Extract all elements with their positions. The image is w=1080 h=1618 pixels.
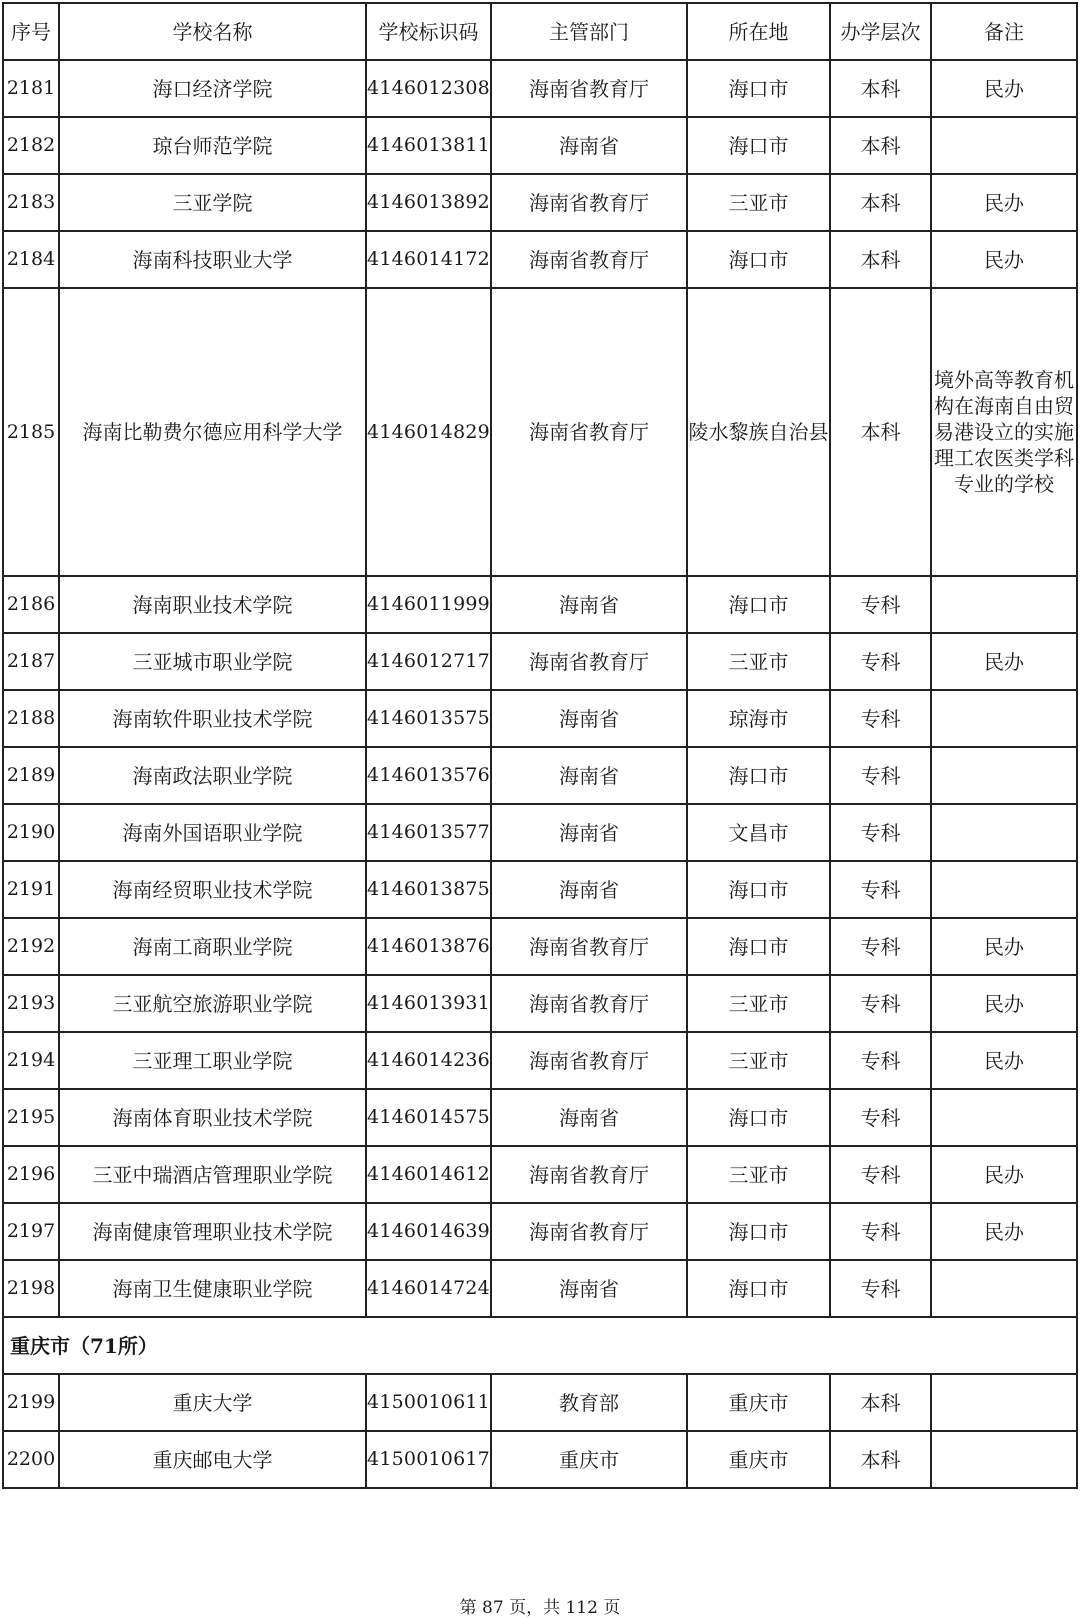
cell-seq: 2184: [3, 231, 59, 288]
cell-location: 海口市: [687, 231, 830, 288]
cell-department: 海南省: [491, 1089, 687, 1146]
cell-school-name: 海南卫生健康职业学院: [59, 1260, 366, 1317]
cell-department: 海南省: [491, 1260, 687, 1317]
cell-location: 海口市: [687, 60, 830, 117]
cell-school-code: 4146013875: [366, 861, 491, 918]
cell-note: 民办: [931, 1032, 1077, 1089]
cell-department: 海南省教育厅: [491, 231, 687, 288]
cell-seq: 2191: [3, 861, 59, 918]
table-row: [3, 174, 1077, 231]
cell-school-code: 4146014575: [366, 1089, 491, 1146]
cell-department: 重庆市: [491, 1431, 687, 1488]
cell-school-code: 4146013577: [366, 804, 491, 861]
cell-department: 海南省教育厅: [491, 975, 687, 1032]
cell-level: 专科: [830, 1260, 931, 1317]
cell-seq: 2195: [3, 1089, 59, 1146]
cell-location: 重庆市: [687, 1431, 830, 1488]
cell-department: 海南省教育厅: [491, 60, 687, 117]
cell-school-name: 海南政法职业学院: [59, 747, 366, 804]
cell-note: [931, 576, 1077, 633]
cell-department: 海南省: [491, 747, 687, 804]
table-row: [3, 117, 1077, 174]
cell-location: 三亚市: [687, 1032, 830, 1089]
cell-level: 专科: [830, 633, 931, 690]
cell-department: 海南省教育厅: [491, 1203, 687, 1260]
table-body: [3, 60, 1077, 1317]
cell-note: [931, 1260, 1077, 1317]
header-school-code: 学校标识码: [366, 3, 491, 60]
cell-department: 教育部: [491, 1374, 687, 1431]
cell-school-code: 4146014724: [366, 1260, 491, 1317]
region-section: [3, 1317, 1077, 1374]
cell-school-code: 4146013931: [366, 975, 491, 1032]
cell-location: 海口市: [687, 1203, 830, 1260]
table-row: [3, 975, 1077, 1032]
cell-department: 海南省教育厅: [491, 288, 687, 576]
cell-school-code: 4146013811: [366, 117, 491, 174]
table-row: [3, 231, 1077, 288]
cell-seq: 2189: [3, 747, 59, 804]
table-row: [3, 690, 1077, 747]
cell-note: [931, 804, 1077, 861]
cell-department: 海南省教育厅: [491, 1146, 687, 1203]
cell-seq: 2200: [3, 1431, 59, 1488]
cell-location: 海口市: [687, 861, 830, 918]
cell-school-code: 4146012717: [366, 633, 491, 690]
cell-department: 海南省教育厅: [491, 1032, 687, 1089]
cell-department: 海南省: [491, 804, 687, 861]
cell-level: 专科: [830, 1032, 931, 1089]
cell-note: 民办: [931, 633, 1077, 690]
table-row: [3, 1203, 1077, 1260]
cell-level: 专科: [830, 1146, 931, 1203]
cell-seq: 2186: [3, 576, 59, 633]
cell-seq: 2182: [3, 117, 59, 174]
cell-level: 本科: [830, 288, 931, 576]
cell-department: 海南省: [491, 690, 687, 747]
cell-level: 专科: [830, 804, 931, 861]
table-row: [3, 861, 1077, 918]
cell-location: 三亚市: [687, 633, 830, 690]
cell-seq: 2190: [3, 804, 59, 861]
cell-seq: 2199: [3, 1374, 59, 1431]
cell-school-name: 三亚城市职业学院: [59, 633, 366, 690]
cell-level: 专科: [830, 975, 931, 1032]
cell-level: 专科: [830, 690, 931, 747]
cell-note: 境外高等教育机构在海南自由贸易港设立的实施理工农医类学科专业的学校: [931, 288, 1077, 576]
cell-level: 专科: [830, 1203, 931, 1260]
table-row: [3, 1032, 1077, 1089]
cell-school-name: 三亚中瑞酒店管理职业学院: [59, 1146, 366, 1203]
cell-seq: 2194: [3, 1032, 59, 1089]
cell-note: [931, 1431, 1077, 1488]
cell-school-code: 4146013876: [366, 918, 491, 975]
cell-location: 海口市: [687, 747, 830, 804]
cell-location: 三亚市: [687, 174, 830, 231]
cell-note: 民办: [931, 1203, 1077, 1260]
cell-location: 海口市: [687, 918, 830, 975]
page-footer: 第 87 页，共 112 页: [459, 1598, 621, 1618]
cell-school-name: 三亚航空旅游职业学院: [59, 975, 366, 1032]
table-row: [3, 1089, 1077, 1146]
cell-location: 文昌市: [687, 804, 830, 861]
table-row: [3, 633, 1077, 690]
cell-level: 专科: [830, 576, 931, 633]
table-row: [3, 576, 1077, 633]
cell-location: 琼海市: [687, 690, 830, 747]
cell-level: 本科: [830, 231, 931, 288]
cell-note: [931, 690, 1077, 747]
table-row: [3, 1431, 1077, 1488]
cell-school-code: 4146014829: [366, 288, 491, 576]
cell-location: 海口市: [687, 117, 830, 174]
cell-note: 民办: [931, 174, 1077, 231]
cell-seq: 2188: [3, 690, 59, 747]
table-body-2: [3, 1374, 1077, 1488]
cell-note: [931, 747, 1077, 804]
cell-school-code: 4146013892: [366, 174, 491, 231]
table-row: [3, 288, 1077, 576]
cell-school-name: 海南工商职业学院: [59, 918, 366, 975]
cell-level: 专科: [830, 747, 931, 804]
cell-location: 三亚市: [687, 975, 830, 1032]
cell-seq: 2181: [3, 60, 59, 117]
cell-department: 海南省教育厅: [491, 633, 687, 690]
cell-school-name: 海南体育职业技术学院: [59, 1089, 366, 1146]
header-location: 所在地: [687, 3, 830, 60]
cell-note: [931, 1374, 1077, 1431]
region-label: 重庆市（71所）: [3, 1317, 1077, 1374]
cell-department: 海南省教育厅: [491, 174, 687, 231]
header-seq: 序号: [3, 3, 59, 60]
cell-level: 专科: [830, 861, 931, 918]
cell-school-name: 海南软件职业技术学院: [59, 690, 366, 747]
cell-seq: 2192: [3, 918, 59, 975]
cell-note: 民办: [931, 231, 1077, 288]
cell-school-name: 海南职业技术学院: [59, 576, 366, 633]
cell-school-name: 三亚理工职业学院: [59, 1032, 366, 1089]
cell-level: 本科: [830, 1374, 931, 1431]
cell-level: 本科: [830, 174, 931, 231]
cell-seq: 2197: [3, 1203, 59, 1260]
cell-level: 本科: [830, 60, 931, 117]
cell-school-code: 4146011999: [366, 576, 491, 633]
cell-department: 海南省教育厅: [491, 918, 687, 975]
cell-note: 民办: [931, 1146, 1077, 1203]
cell-school-name: 海南经贸职业技术学院: [59, 861, 366, 918]
cell-department: 海南省: [491, 117, 687, 174]
cell-note: [931, 117, 1077, 174]
cell-school-name: 海南比勒费尔德应用科学大学: [59, 288, 366, 576]
table-row: [3, 1374, 1077, 1431]
header-school-name: 学校名称: [59, 3, 366, 60]
header-row: [3, 3, 1077, 60]
cell-school-name: 海南外国语职业学院: [59, 804, 366, 861]
cell-note: 民办: [931, 918, 1077, 975]
table-row: [3, 1146, 1077, 1203]
table-row: [3, 918, 1077, 975]
cell-location: 三亚市: [687, 1146, 830, 1203]
cell-seq: 2185: [3, 288, 59, 576]
cell-note: 民办: [931, 60, 1077, 117]
cell-school-code: 4146012308: [366, 60, 491, 117]
cell-school-name: 海南科技职业大学: [59, 231, 366, 288]
cell-level: 本科: [830, 1431, 931, 1488]
cell-school-code: 4146013575: [366, 690, 491, 747]
cell-seq: 2183: [3, 174, 59, 231]
cell-location: 陵水黎族自治县: [687, 288, 830, 576]
cell-note: [931, 1089, 1077, 1146]
cell-note: 民办: [931, 975, 1077, 1032]
cell-location: 重庆市: [687, 1374, 830, 1431]
header-note: 备注: [931, 3, 1077, 60]
cell-department: 海南省: [491, 576, 687, 633]
cell-school-name: 三亚学院: [59, 174, 366, 231]
cell-seq: 2196: [3, 1146, 59, 1203]
table-row: [3, 804, 1077, 861]
header-level: 办学层次: [830, 3, 931, 60]
cell-location: 海口市: [687, 1260, 830, 1317]
cell-school-code: 4146014172: [366, 231, 491, 288]
cell-school-code: 4150010617: [366, 1431, 491, 1488]
schools-table: [2, 2, 1078, 1489]
cell-note: [931, 861, 1077, 918]
cell-level: 专科: [830, 1089, 931, 1146]
cell-school-code: 4146013576: [366, 747, 491, 804]
cell-school-code: 4146014612: [366, 1146, 491, 1203]
cell-school-name: 海南健康管理职业技术学院: [59, 1203, 366, 1260]
table-row: [3, 747, 1077, 804]
cell-level: 专科: [830, 918, 931, 975]
header-department: 主管部门: [491, 3, 687, 60]
cell-school-name: 海口经济学院: [59, 60, 366, 117]
cell-seq: 2193: [3, 975, 59, 1032]
cell-school-code: 4146014639: [366, 1203, 491, 1260]
cell-department: 海南省: [491, 861, 687, 918]
cell-location: 海口市: [687, 576, 830, 633]
cell-school-code: 4150010611: [366, 1374, 491, 1431]
cell-school-name: 琼台师范学院: [59, 117, 366, 174]
cell-school-name: 重庆大学: [59, 1374, 366, 1431]
region-row: [3, 1317, 1077, 1374]
cell-school-code: 4146014236: [366, 1032, 491, 1089]
table-row: [3, 1260, 1077, 1317]
table-row: [3, 60, 1077, 117]
cell-school-name: 重庆邮电大学: [59, 1431, 366, 1488]
cell-level: 本科: [830, 117, 931, 174]
cell-location: 海口市: [687, 1089, 830, 1146]
cell-seq: 2198: [3, 1260, 59, 1317]
cell-seq: 2187: [3, 633, 59, 690]
